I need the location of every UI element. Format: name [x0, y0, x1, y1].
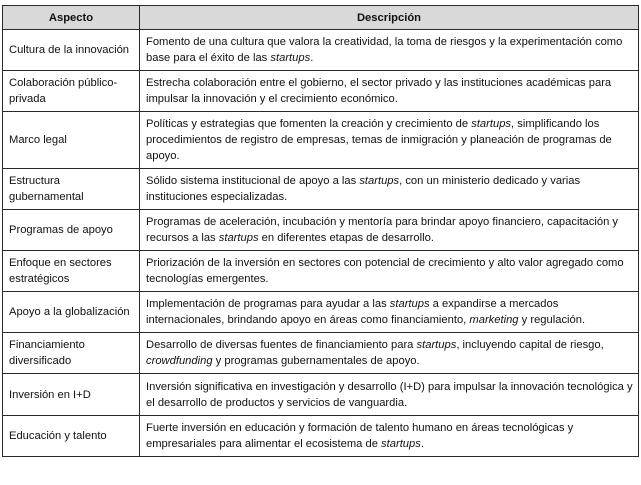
description-cell — [140, 416, 639, 457]
italic-term: startups — [471, 118, 512, 130]
description-text: en diferentes etapas de desarrollo. — [258, 232, 434, 244]
description-text: . — [310, 52, 314, 64]
description-text: Desarrollo de diversas fuentes de financiamiento para — [146, 339, 417, 351]
italic-term: startups — [218, 232, 259, 244]
aspect-cell: Marco legal — [3, 112, 140, 169]
description-cell — [140, 71, 639, 112]
description-text: Programas de aceleración, incubación y mentoría para brindar apoyo financiero, capacitación y recursos a las — [146, 216, 619, 244]
description-text: Sólido sistema institucional de apoyo a las — [146, 175, 360, 187]
italic-term: startups — [270, 52, 311, 64]
description-cell — [140, 169, 639, 210]
description-text: a expandirse a mercados internacionales, brindando apoyo en áreas como financiamiento, — [146, 298, 559, 326]
italic-term: startups — [389, 298, 430, 310]
description-text: Políticas y estrategias que fomenten la creación y crecimiento de — [146, 118, 472, 130]
table-row — [3, 30, 639, 71]
description-text: . — [420, 438, 424, 450]
aspect-cell: Educación y talento — [3, 416, 140, 457]
description-text: y programas gubernamentales de apoyo. — [212, 355, 420, 367]
description-cell — [140, 333, 639, 374]
table-row — [3, 374, 639, 416]
description-text: , con un ministerio dedicado y varias instituciones especializadas. — [146, 175, 581, 203]
description-text: Estrecha colaboración entre el gobierno, el sector privado y las instituciones académicas para impulsar la innovación y el crecimiento económico. — [146, 77, 612, 105]
table-row — [3, 169, 639, 210]
description-cell — [140, 374, 639, 416]
aspect-cell: Apoyo a la globalización — [3, 292, 140, 333]
description-text: Fuerte inversión en educación y formación de talento humano en áreas tecnológicas y empresariales para alimentar el ecosistema de — [146, 422, 574, 450]
aspects-table — [2, 5, 639, 457]
table-row — [3, 292, 639, 333]
table-row — [3, 112, 639, 169]
aspect-cell: Financiamiento diversificado — [3, 333, 140, 374]
description-text: , simplificando los procedimientos de registro de empresas, temas de inmigración y planeación de programas de apoyo. — [146, 118, 612, 162]
description-cell — [140, 30, 639, 71]
table-row — [3, 333, 639, 374]
table-row — [3, 71, 639, 112]
description-cell — [140, 251, 639, 292]
description-text: y regulación. — [518, 314, 586, 326]
aspect-cell: Colaboración público-privada — [3, 71, 140, 112]
description-text: Inversión significativa en investigación y desarrollo (I+D) para impulsar la innovación tecnológica y el desarrollo de productos y servicios de vanguardia. — [146, 380, 633, 409]
aspect-cell: Estructura gubernamental — [3, 169, 140, 210]
italic-term: startups — [416, 339, 457, 351]
aspect-cell: Programas de apoyo — [3, 210, 140, 251]
description-text: Fomento de una cultura que valora la creatividad, la toma de riesgos y la experimentación como base para el éxito de las — [146, 36, 623, 64]
description-cell — [140, 292, 639, 333]
header-row — [3, 6, 639, 30]
description-cell — [140, 210, 639, 251]
italic-term: marketing — [469, 314, 519, 326]
description-text: , incluyendo capital de riesgo, — [456, 339, 604, 351]
table-row — [3, 210, 639, 251]
header-descripcion: Descripción — [140, 6, 639, 30]
description-text: Implementación de programas para ayudar a las — [146, 298, 390, 310]
table-row — [3, 251, 639, 292]
description-cell — [140, 112, 639, 169]
aspect-cell: Cultura de la innovación — [3, 30, 140, 71]
italic-term: crowdfunding — [146, 355, 213, 367]
description-text: Priorización de la inversión en sectores con potencial de crecimiento y alto valor agregado como tecnologías emergentes. — [146, 257, 624, 285]
aspect-cell: Enfoque en sectores estratégicos — [3, 251, 140, 292]
header-aspecto: Aspecto — [3, 6, 140, 30]
aspect-cell: Inversión en I+D — [3, 374, 140, 416]
italic-term: startups — [381, 438, 421, 450]
italic-term: startups — [359, 175, 400, 187]
table-row — [3, 416, 639, 457]
